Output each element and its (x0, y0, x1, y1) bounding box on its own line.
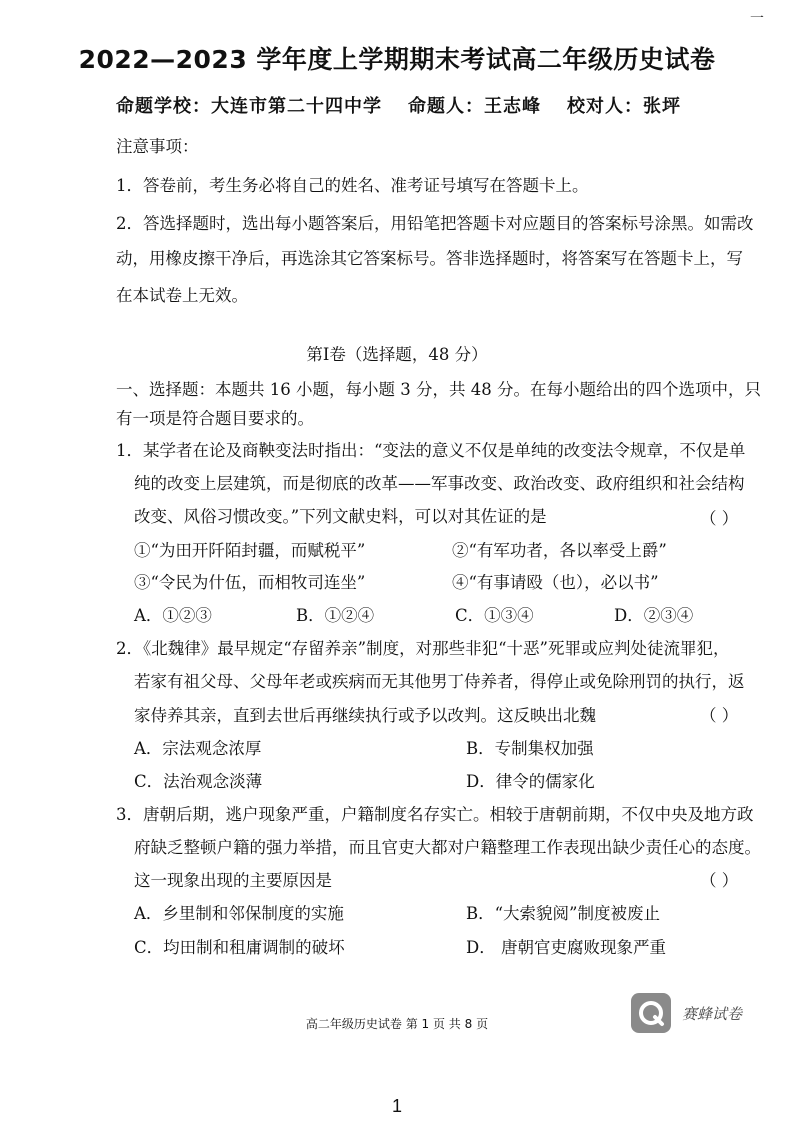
watermark-text: 赛蜂试卷 (682, 1005, 743, 1023)
question-1-option-b: B．①②④ (296, 606, 375, 625)
question-1-option-c: C．①③④ (455, 606, 534, 625)
question-3-option-b: B．“大索貌阅”制度被废止 (466, 904, 660, 923)
question-1-material-2: ②“有军功者，各以率受上爵” (452, 541, 667, 560)
note-item-1: 1．答卷前，考生务必将自己的姓名、准考证号填写在答题卡上。 (116, 176, 589, 195)
checker-label: 校对人：张坪 (567, 96, 681, 117)
question-2-answer-blank: （ ） (700, 706, 739, 725)
question-2-option-a: A．宗法观念浓厚 (134, 739, 262, 758)
question-3-line-1: 3．唐朝后期，逃户现象严重，户籍制度名存实亡。相较于唐朝前期，不仅中央及地方政 (116, 805, 754, 824)
question-3-option-d: D． 唐朝官吏腐败现象严重 (466, 938, 666, 957)
question-3-answer-blank: （ ） (700, 871, 739, 890)
question-2-line-1: 2．《北魏律》最早规定“存留养亲”制度，对那些非犯“十恶”死罪或应判处徒流罪犯， (116, 639, 730, 658)
watermark-logo-icon (631, 993, 671, 1033)
question-1-option-a: A．①②③ (134, 606, 212, 625)
question-1-material-3: ③“令民为什伍，而相牧司连坐” (134, 573, 366, 592)
note-item-2-line-2: 动，用橡皮擦干净后，再选涂其它答案标号。答非选择题时，将答案写在答题卡上，写 (116, 249, 743, 268)
question-1-material-1: ①“为田开阡陌封疆，而赋税平” (134, 541, 366, 560)
exam-meta (116, 92, 707, 118)
question-1-material-4: ④“有事请殴（也），必以书” (452, 573, 659, 592)
section-title: 第Ⅰ卷（选择题，48 分） (306, 345, 488, 364)
question-1-line-1: 1．某学者在论及商鞅变法时指出：“变法的意义不仅是单纯的改变法令规章，不仅是单 (116, 441, 746, 460)
page-footer: 高二年级历史试卷 第 1 页 共 8 页 (305, 1017, 489, 1031)
question-2-option-d: D．律令的儒家化 (466, 772, 595, 791)
author-label: 命题人：王志峰 (408, 96, 541, 117)
question-1-option-d: D．②③④ (614, 606, 694, 625)
question-2-line-2: 若家有祖父母、父母年老或疾病而无其他男丁侍养者，得停止或免除刑罚的执行，返 (134, 672, 745, 691)
question-3-option-c: C．均田制和租庸调制的破坏 (134, 938, 345, 957)
question-3-option-a: A．乡里制和邻保制度的实施 (134, 904, 344, 923)
question-1-answer-blank: （ ） (700, 509, 739, 528)
question-2-option-b: B．专制集权加强 (466, 739, 594, 758)
section-intro-line-2: 有一项是符合题目要求的。 (116, 409, 314, 428)
question-1-line-2: 纯的改变上层建筑，而是彻底的改革——军事改变、政治改变、政府组织和社会结构 (134, 474, 745, 493)
question-3-line-2: 府缺乏整顿户籍的强力举措，而且官吏大都对户籍整理工作表现出缺少责任心的态度。 (134, 838, 761, 857)
question-2-option-c: C．法治观念淡薄 (134, 772, 263, 791)
exam-title: 2022—2023 学年度上学期期末考试高二年级历史试卷 (78, 45, 716, 74)
question-2-line-3: 家侍养其亲，直到去世后再继续执行或予以改判。这反映出北魏 (134, 706, 596, 725)
question-3-line-3: 这一现象出现的主要原因是 (134, 871, 332, 890)
note-item-2-line-1: 2．答选择题时，选出每小题答案后，用铅笔把答题卡对应题目的答案标号涂黑。如需改 (116, 214, 754, 233)
note-item-2-line-3: 在本试卷上无效。 (116, 286, 248, 305)
section-intro-line-1: 一、选择题：本题共 16 小题，每小题 3 分，共 48 分。在每小题给出的四个选项中，只 (116, 380, 761, 399)
school-label: 命题学校：大连市第二十四中学 (116, 96, 382, 117)
corner-mark: 一 (750, 11, 764, 27)
question-1-line-3: 改变、风俗习惯改变。”下列文献史料，可以对其佐证的是 (134, 507, 547, 526)
page-number: 1 (391, 1096, 402, 1116)
notes-heading: 注意事项： (116, 137, 199, 156)
